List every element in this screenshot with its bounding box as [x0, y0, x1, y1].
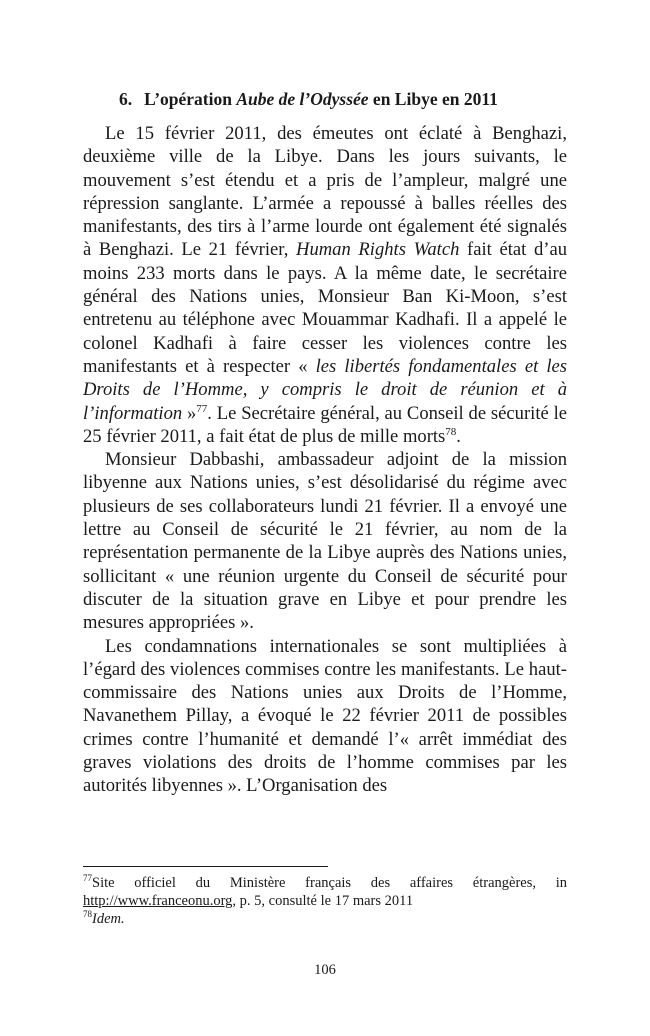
- paragraph-1-text-e: .: [456, 425, 461, 447]
- paragraph-1-text-a: Le 15 février 2011, des émeutes ont éclaté à Benghazi, deuxième ville de la Libye. Dans les jours suivants, le mouvement s’est étendu et a pris de l’ampleur, malgré une répression sanglante. L’armée a repoussé à balles réelles des manifestants, des tirs à l’arme lourde ont également été signalés à Benghazi. Le 21 février,: [83, 123, 567, 261]
- paragraph-2: Monsieur Dabbashi, ambassadeur adjoint de la mission libyenne aux Nations unies, s’est désolidarisé du régime avec plusieurs de ses collaborateurs lundi 21 février. Il a envoyé une lettre au Conseil de sécurité le 21 février, au nom de la représentation permanente de la Libye auprès des Nations unies, sollicitant « une réunion urgente du Conseil de sécurité pour discuter de la situation grave en Libye et pour prendre les mesures appropriées ».: [83, 449, 567, 634]
- footnote-77-text: Site officiel du Ministère français des affaires étrangères, in: [92, 875, 567, 891]
- footnote-78-mark: 78: [83, 909, 92, 920]
- paragraph-1: [83, 122, 567, 448]
- section-title-prefix: L’opération: [144, 89, 237, 109]
- footnote-78-text: Idem.: [92, 911, 125, 927]
- footnote-77-mark: 77: [83, 873, 92, 884]
- page-number: 106: [314, 962, 336, 978]
- footnote-77-rest: , p. 5, consulté le 17 mars 2011: [232, 893, 414, 909]
- paragraph-3: Les condamnations internationales se sont multipliées à l’égard des violences commises contre les manifestants. Le haut-commissaire des Nations unies aux Droits de l’Homme, Navanethem Pillay, a évoqué le 22 février 2011 de possibles crimes contre l’humanité et demandé l’« arrêt immédiat des graves violations des droits de l’homme commises par les autorités libyennes ». L’Organisation des: [83, 635, 567, 797]
- footnote-ref-78[interactable]: 78: [445, 425, 457, 438]
- footnote-ref-77[interactable]: 77: [196, 402, 208, 415]
- human-rights-watch-italic: Human Rights Watch: [296, 239, 460, 261]
- footnotes: [83, 874, 567, 928]
- footnote-divider: [83, 866, 328, 867]
- section-number: 6.: [119, 89, 133, 109]
- footnote-78: [83, 910, 567, 928]
- paragraph-1-text-d: . Le Secrétaire général, au Conseil de sécurité le 25 février 2011, a fait état de plus de mille morts: [83, 402, 567, 447]
- section-title-suffix: en Libye en 2011: [368, 89, 498, 109]
- paragraph-1-text-c: »: [182, 402, 197, 424]
- footnote-77: [83, 874, 567, 910]
- page-content: [83, 86, 567, 798]
- franceonu-link[interactable]: http://www.franceonu.org: [83, 893, 233, 909]
- quoted-text-italic: les libertés fondamentales et les Droits de l’Homme, y compris le droit de réunion et à l’information: [83, 355, 568, 424]
- paragraph-1-text-b: fait état d’au moins 233 morts dans le pays. A la même date, le secrétaire général des Nations unies, Monsieur Ban Ki-Moon, s’est entretenu au téléphone avec Mouammar Kadhafi. Il a appelé le colonel Kadhafi à faire cesser les violences contre les manifestants et à respecter «: [83, 239, 568, 377]
- body-text: [83, 122, 567, 798]
- section-title: [83, 86, 567, 112]
- section-title-italic: Aube de l’Odyssée: [236, 89, 369, 109]
